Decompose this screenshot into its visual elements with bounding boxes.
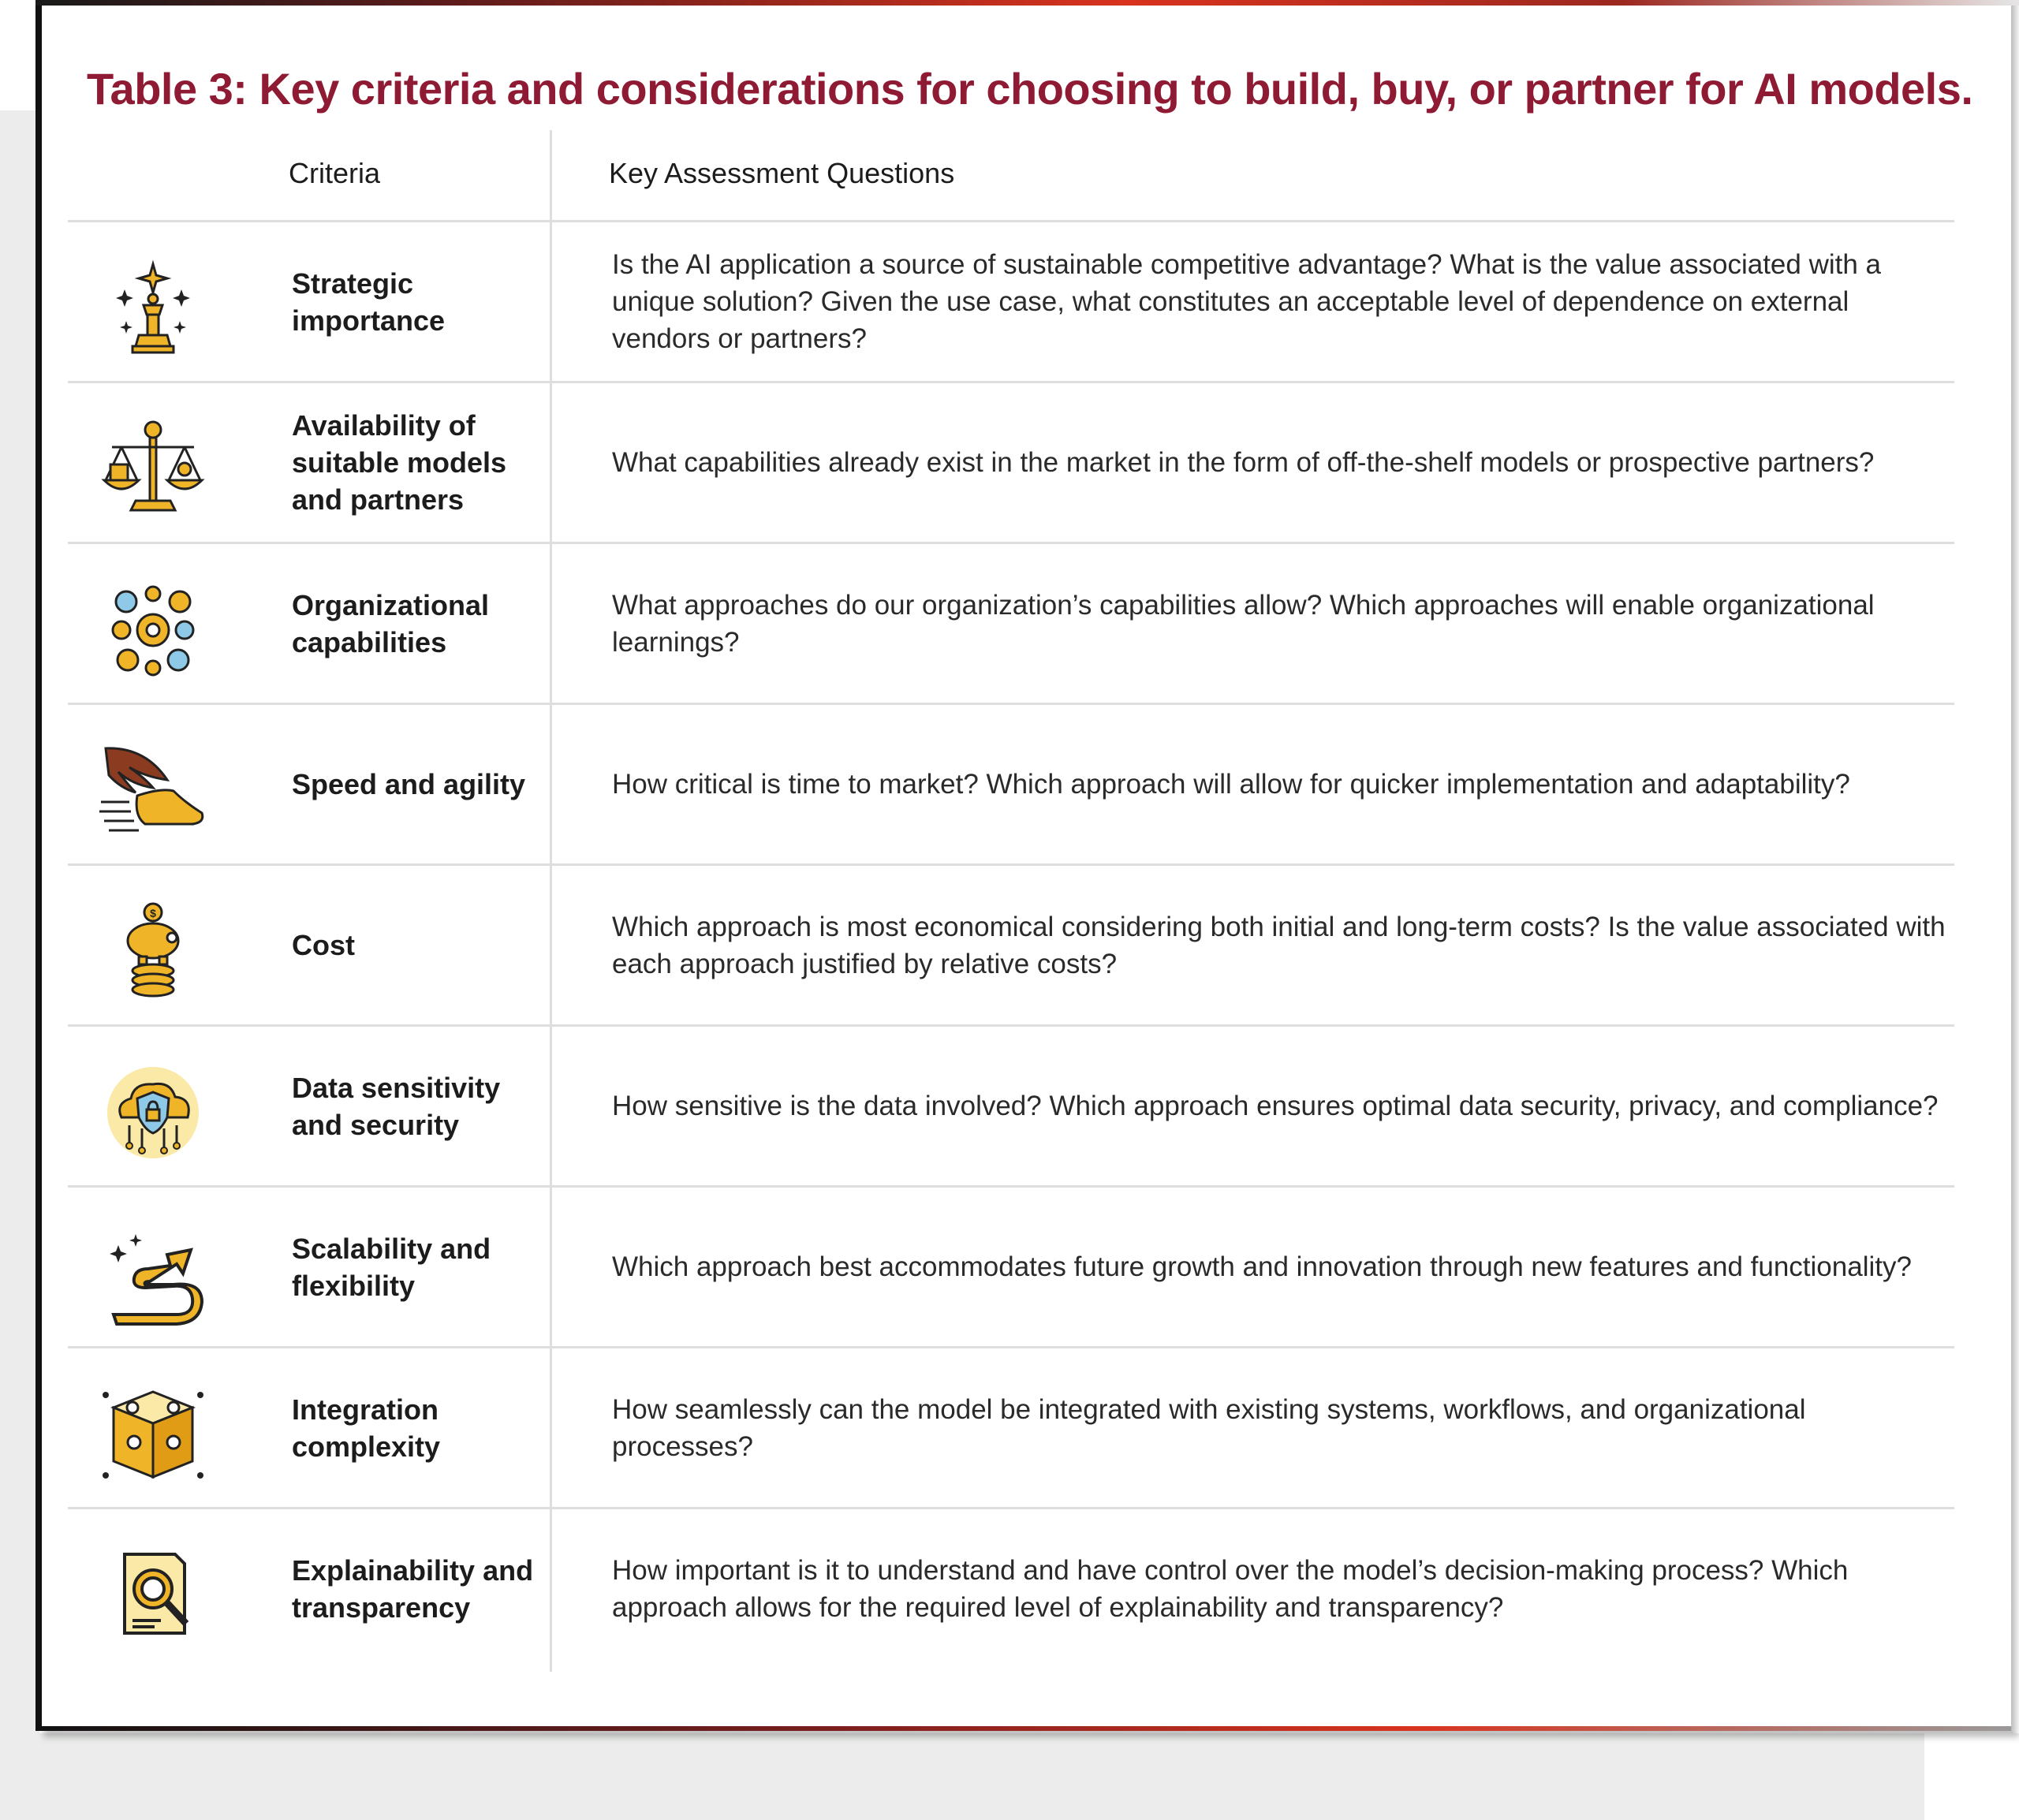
criteria-label: Speed and agility — [292, 768, 526, 800]
criteria-label: Cost — [292, 929, 355, 961]
criteria-label: Strategic importance — [292, 267, 446, 337]
bottom-accent-bar — [35, 1726, 2011, 1731]
assessment-questions: How seamlessly can the model be integrated with existing systems, workflows, and organizational processes? — [612, 1393, 1806, 1462]
document-magnifier-icon — [98, 1545, 208, 1647]
background-panel-bottom — [0, 1733, 1924, 1820]
table-row — [68, 383, 1954, 544]
assessment-questions: Which approach best accommodates future growth and innovation through new features and functionality? — [612, 1251, 1912, 1282]
table-row — [68, 1027, 1954, 1188]
assessment-questions: How important is it to understand and have control over the model’s decision-making process? Which approach allows for the required level of explainability and transparency? — [612, 1554, 1849, 1623]
svg-text:$: $ — [150, 907, 156, 919]
table-row — [68, 705, 1954, 866]
table-row — [68, 222, 1954, 383]
table-row — [68, 1348, 1954, 1509]
balance-scale-icon — [98, 419, 208, 521]
criteria-label: Data sensitivity and security — [292, 1071, 501, 1141]
criteria-table — [68, 130, 1954, 1668]
gear-network-icon — [98, 580, 208, 682]
top-accent-bar — [35, 0, 2019, 6]
piggy-bank-icon — [98, 901, 208, 1004]
table-row — [68, 1509, 1954, 1668]
assessment-questions: Is the AI application a source of sustainable competitive advantage? What is the value associated with a unique solution? Given the use case, what constitutes an acceptable level of dependence on external vendors or partners? — [612, 249, 1882, 354]
criteria-label: Availability of suitable models and partners — [292, 409, 507, 516]
table-header — [68, 130, 1954, 222]
assessment-questions: How sensitive is the data involved? Which approach ensures optimal data security, privacy, and compliance? — [612, 1091, 1939, 1121]
assessment-questions: What approaches do our organization’s capabilities allow? Which approaches will enable organizational learnings? — [612, 589, 1875, 658]
table-row — [68, 544, 1954, 705]
assessment-questions: What capabilities already exist in the market in the form of off-the-shelf models or prospective partners? — [612, 447, 1875, 478]
growth-arrow-icon — [98, 1223, 208, 1326]
puzzle-block-icon — [98, 1384, 208, 1486]
table-row — [68, 1188, 1954, 1348]
cloud-shield-lock-icon — [98, 1062, 208, 1165]
criteria-label: Integration complexity — [292, 1393, 441, 1463]
table-row — [68, 866, 1954, 1027]
assessment-questions: Which approach is most economical considering both initial and long-term costs? Is the value associated with each approach justified by relative costs? — [612, 911, 1946, 979]
assessment-questions: How critical is time to market? Which approach will allow for quicker implementation and adaptability? — [612, 769, 1850, 800]
header-key-questions: Key Assessment Questions — [609, 157, 955, 189]
winged-shoe-icon — [98, 740, 208, 843]
criteria-label: Scalability and flexibility — [292, 1232, 491, 1302]
criteria-label: Explainability and transparency — [292, 1553, 534, 1624]
background-panel-left — [0, 110, 39, 1820]
card-right-edge — [2011, 0, 2019, 1733]
chess-king-sparkle-icon — [98, 258, 208, 360]
table-title: Table 3: Key criteria and considerations for choosing to build, buy, or partner for AI models. — [87, 64, 1973, 114]
criteria-label: Organizational capabilities — [292, 588, 490, 658]
header-criteria: Criteria — [289, 157, 381, 189]
